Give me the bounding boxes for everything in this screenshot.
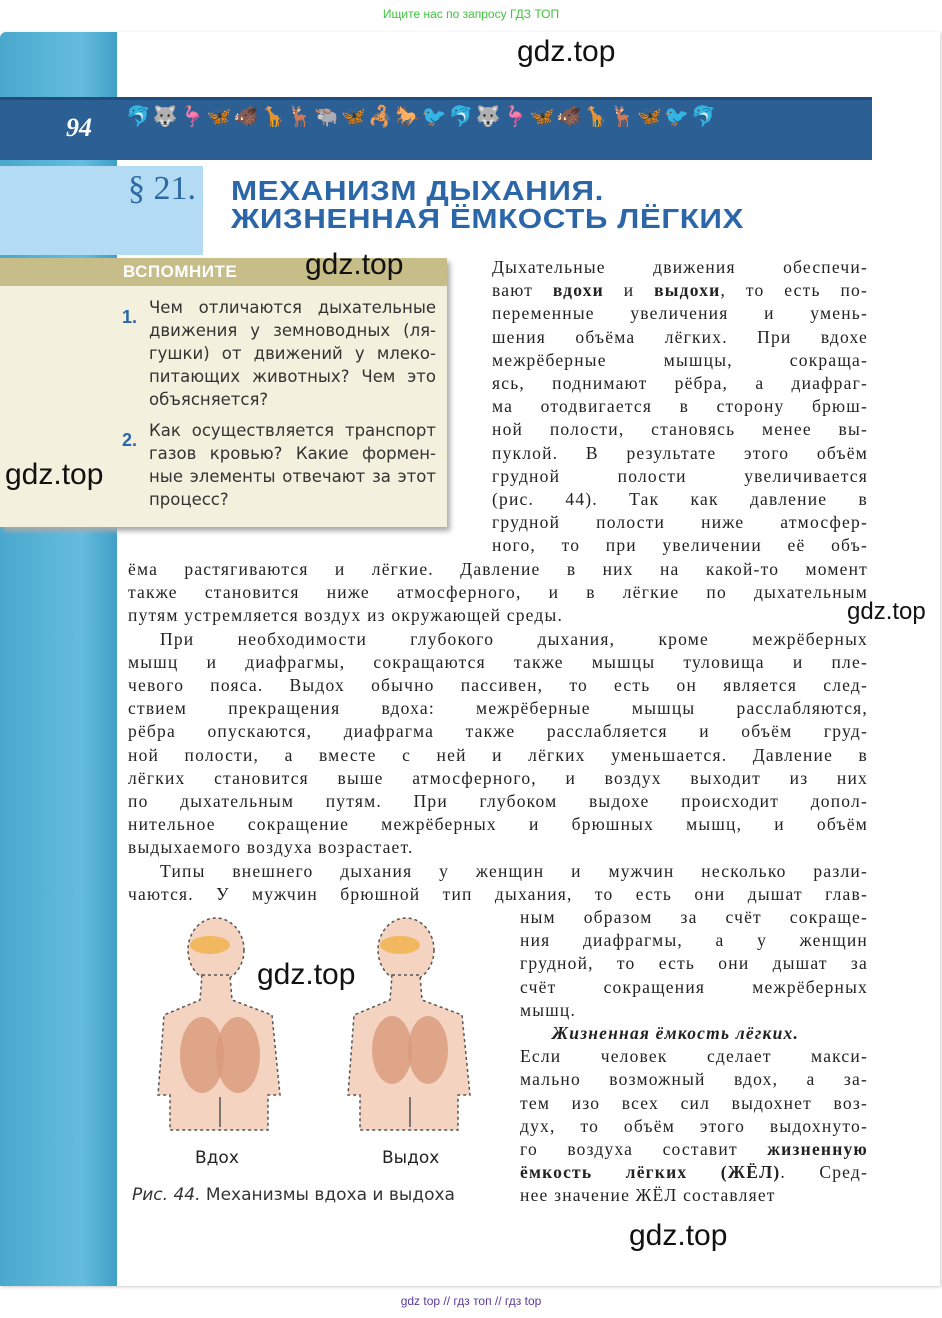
text-line: нее значение ЖЁЛ составляет <box>520 1185 776 1206</box>
text-line: Типы внешнего дыхания у женщин и мужчин несколько разли- <box>160 860 868 881</box>
text-line: грудной, то есть они дышат за <box>520 953 868 974</box>
text-line: пуклой. В результате этого объём <box>492 442 868 463</box>
question-line: гушки) от движений у млеко- <box>149 344 436 363</box>
text-line: ной полости, а вместе с ней и лёгких уменьшается. Давление в <box>128 744 868 765</box>
watermark: gdz.top <box>629 1219 728 1252</box>
text-line <box>520 1139 868 1163</box>
text-line: ясь, поднимают рёбра, а диафраг- <box>492 373 868 393</box>
section-number: § 21. <box>128 170 196 207</box>
emphasis-text: ёмкость лёгких (ЖЁЛ) <box>520 1162 781 1183</box>
top-note: Ищите нас по запросу ГДЗ ТОП <box>382 7 560 21</box>
text-line: ного, то при увеличении её объ- <box>492 535 868 556</box>
watermark: gdz.top <box>5 458 104 491</box>
text-line: нительное сокращение межрёберных и брюшных мышц, и объём <box>128 814 868 835</box>
figure-caption <box>132 1185 455 1205</box>
question-line: газов кровью? Какие формен- <box>149 444 436 463</box>
section-title-line2: ЖИЗНЕННАЯ ЁМКОСТЬ ЛЁГКИХ <box>231 203 744 234</box>
text-line <box>520 1162 868 1186</box>
question-number: 2. <box>122 430 138 450</box>
text-line: лёгких становится выше атмосферного, и воздух выходит из них <box>128 767 868 788</box>
text-line: ёма растягиваются и лёгкие. Давление в них на какой-то момент <box>128 559 868 579</box>
text-line <box>552 1023 868 1047</box>
figure-label-exhale: Выдох <box>382 1148 440 1168</box>
figure-breathing <box>140 915 500 1145</box>
emphasis-text: вдохи <box>552 280 604 301</box>
watermark: gdz.top <box>847 598 926 625</box>
text-line: ма отодвигается в сторону брюш- <box>492 396 868 417</box>
text-line: дух, то объём этого выдохнуто- <box>520 1115 868 1136</box>
text-line: мышц. <box>520 999 577 1020</box>
exhale-nasal <box>380 936 420 954</box>
question-number: 1. <box>122 307 138 327</box>
text-line: путям устремляется воздух из окружающей среды. <box>128 605 564 626</box>
section-title-line1: МЕХАНИЗМ ДЫХАНИЯ. <box>231 175 604 206</box>
question-line: движения у земноводных (ля- <box>149 321 436 340</box>
text-line: тем изо всех сил выдохнет воз- <box>520 1092 868 1113</box>
text-line: мально возможный вдох, а за- <box>520 1069 868 1090</box>
text-line: ным образом за счёт сокраще- <box>520 907 868 927</box>
watermark: gdz.top <box>257 958 356 991</box>
text-line: ствием прекращения вдоха: межрёберные мышцы расслабляются, <box>128 698 868 719</box>
text-line: ния диафрагмы, а у женщин <box>520 930 868 951</box>
text-line: межрёберные мышцы, сокраща- <box>492 349 868 370</box>
question-line: процесс? <box>149 490 229 509</box>
text-line: грудной полости увеличивается <box>492 465 868 486</box>
emphasis-text: Жизненная ёмкость лёгких. <box>552 1023 800 1043</box>
text-line: грудной полости ниже атмосфер- <box>492 512 868 533</box>
question-line: Как осуществляется транспорт <box>149 421 436 440</box>
animals-decoration: 🐬🐺🦩🦋🐗🦒🦌🐃🦋🦂🐎🐦🐬🐺🦩🦋🐗🦒🦌🦋🐦🐬 <box>126 104 718 128</box>
figure-label-inhale: Вдох <box>195 1148 239 1168</box>
text-line: рёбра опускаются, диафрагма также расслабляется и объём груд- <box>128 721 868 742</box>
text-line: Дыхательные движения обеспечи- <box>492 257 868 277</box>
text-span: вают <box>492 280 553 301</box>
emphasis-text: выдохи <box>654 280 721 301</box>
watermark: gdz.top <box>517 35 616 68</box>
remember-label: ВСПОМНИТЕ <box>123 262 238 281</box>
text-line: При необходимости глубокого дыхания, кроме межрёберных <box>160 628 868 649</box>
question-line: ные элементы отвечают за этот <box>149 467 436 486</box>
question-line: Чем отличаются дыхательные <box>149 298 436 317</box>
text-line: по дыхательным путям. При глубоком выдохе происходит допол- <box>128 791 868 811</box>
text-line: переменные увеличения и умень- <box>492 303 868 324</box>
emphasis-text: жизненную <box>767 1139 868 1159</box>
text-line: Если человек сделает макси- <box>520 1046 868 1067</box>
text-line: шения объёма лёгких. При вдохе <box>492 326 868 347</box>
footer-links: gdz top // гдз топ // гдз top <box>400 1294 542 1308</box>
text-line: выдыхаемого воздуха возрастает. <box>128 837 414 858</box>
exhale-lung-left <box>372 1016 412 1084</box>
text-line: (рис. 44). Так как давление в <box>492 489 868 509</box>
page-number: 94 <box>66 113 92 142</box>
text-line: счёт сокращения межрёберных <box>520 976 868 997</box>
question-line: объясняется? <box>149 390 269 409</box>
text-line: ной полости, становясь менее вы- <box>492 419 868 440</box>
text-line <box>492 280 868 304</box>
text-line: чевого пояса. Выдох обычно пассивен, то есть он является след- <box>128 675 868 695</box>
text-line: мышц и диафрагмы, сокращаются также мышцы туловища и пле- <box>128 651 868 672</box>
text-line: чаются. У мужчин брюшной тип дыхания, то есть они дышат глав- <box>128 883 868 904</box>
question-line: питающих животных? Чем это <box>149 367 436 386</box>
watermark: gdz.top <box>305 248 404 281</box>
text-line: также становится ниже атмосферного, и в лёгкие по дыхательным <box>128 582 868 603</box>
text-span: , то есть по- <box>720 280 869 301</box>
exhale-lung-right <box>408 1016 448 1084</box>
text-span: и <box>603 280 655 301</box>
text-span: го воздуха составит <box>520 1139 768 1159</box>
caption-prefix: Рис. 44. <box>132 1185 201 1205</box>
inhale-nasal <box>190 936 230 954</box>
text-span: . Сред- <box>780 1162 869 1183</box>
inhale-lung-right <box>216 1017 260 1093</box>
caption-text: Механизмы вдоха и выдоха <box>200 1185 455 1205</box>
